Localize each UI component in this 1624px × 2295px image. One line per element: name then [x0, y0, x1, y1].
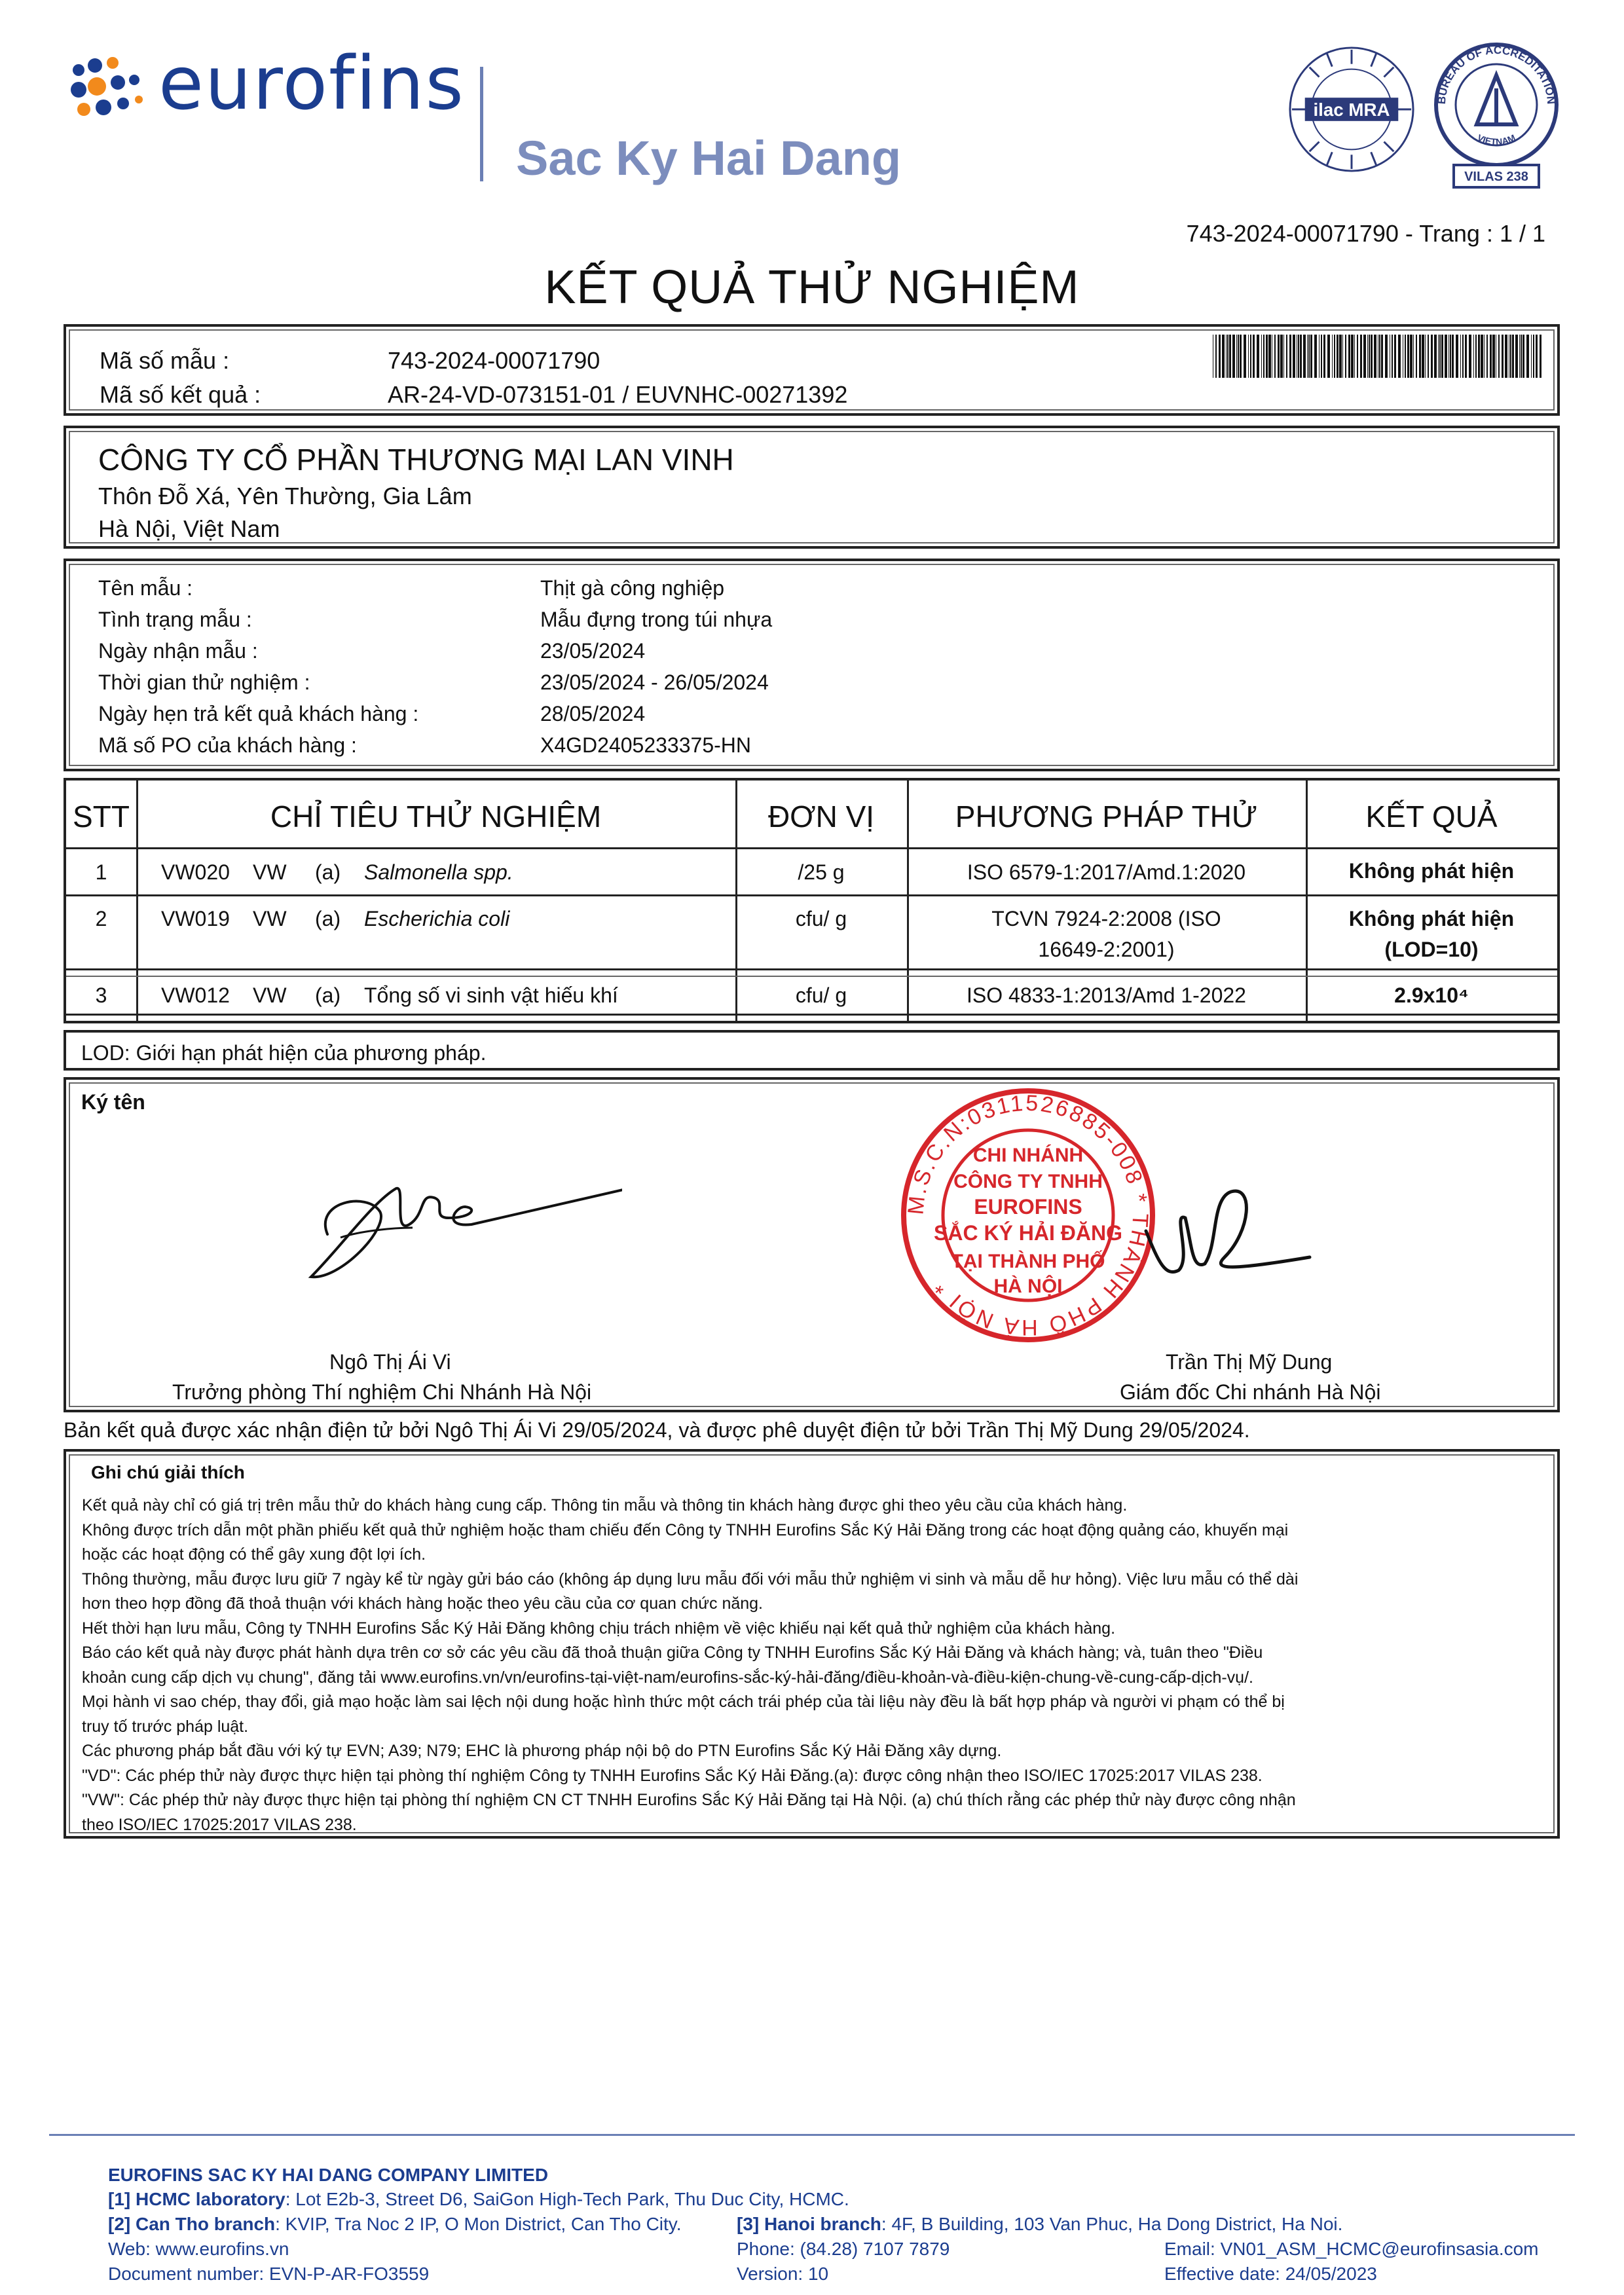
footer-cantho-label: [2] Can Tho branch [108, 2214, 276, 2234]
row3-name: Tổng số vi sinh vật hiếu khí [364, 983, 618, 1007]
row3-unit: cfu/ g [795, 983, 847, 1007]
note-line: Các phương pháp bắt đầu với ký tự EVN; A39; N79; EHC là phương pháp nội bộ do PTN Eurofins Sắc Ký Hải Đăng xây dựng. [82, 1742, 1002, 1760]
boa-country: VIETNAM [1475, 132, 1517, 147]
customer-name: CÔNG TY CỔ PHẦN THƯƠNG MẠI LAN VINH [98, 443, 734, 477]
note-line: truy tố trước pháp luật. [82, 1717, 249, 1736]
footer-hanoi [737, 2214, 1342, 2235]
header-test: CHỈ TIÊU THỬ NGHIỆM [270, 799, 602, 834]
sample-info-value: 28/05/2024 [540, 702, 646, 725]
footer-rule [49, 2134, 1575, 2136]
svg-text:VIETNAM [1475, 132, 1517, 147]
header-method: PHƯƠNG PHÁP THỬ [955, 799, 1258, 834]
signer-right-title: Giám đốc Chi nhánh Hà Nội [1120, 1380, 1381, 1404]
sample-info-value: 23/05/2024 - 26/05/2024 [540, 670, 769, 694]
signature-right [1139, 1172, 1323, 1303]
customer-address-line2: Hà Nội, Việt Nam [98, 515, 280, 542]
row1-unit: /25 g [798, 860, 845, 884]
stamp-line4: SẮC KÝ HẢI ĐĂNG [933, 1221, 1123, 1245]
results-table [64, 778, 1560, 1023]
footer-cantho-address: : KVIP, Tra Noc 2 IP, O Mon District, Can Tho City. [275, 2214, 682, 2234]
logo-divider [480, 67, 483, 181]
row2-lab: VW [253, 907, 287, 930]
ilac-mra-logo [1287, 45, 1416, 174]
eurofins-logo-icon [65, 54, 151, 126]
footer-effective-date: Effective date: 24/05/2023 [1164, 2264, 1377, 2284]
stamp-ring-text: M.S.C.N:0311526885-008 * THÀNH PHỐ HÀ NỘI * [903, 1090, 1153, 1340]
sample-info-label: Ngày hẹn trả kết quả khách hàng : [98, 702, 419, 725]
row2-code: VW019 [161, 907, 230, 930]
row2-result-lod: (LOD=10) [1384, 938, 1479, 961]
stamp-line2: CÔNG TY TNHH [953, 1171, 1103, 1192]
bureau-accreditation-logo [1431, 39, 1562, 190]
row1-lab: VW [253, 860, 287, 884]
header-unit: ĐƠN VỊ [767, 799, 875, 834]
row1-note: (a) [315, 860, 341, 884]
customer-address-line1: Thôn Đỗ Xá, Yên Thường, Gia Lâm [98, 483, 472, 509]
row1-code: VW020 [161, 860, 230, 884]
page-title: KẾT QUẢ THỬ NGHIỆM [544, 261, 1080, 314]
note-line: Thông thường, mẫu được lưu giữ 7 ngày kể từ ngày gửi báo cáo (không áp dụng lưu mẫu đối với mẫu thử nghiệm vi sinh và mẫu dễ hư hỏng). Việc lưu mẫu có thể dài [82, 1570, 1299, 1588]
note-line: Không được trích dẫn một phần phiếu kết quả thử nghiệm hoặc tham chiếu đến Công ty TNHH Eurofins Sắc Ký Hải Đăng trong các hoạt động quảng cáo, khuyến mại [82, 1520, 1289, 1539]
header-result: KẾT QUẢ [1365, 799, 1498, 834]
stamp-line6: HÀ NỘI [993, 1276, 1063, 1297]
row2-method-line2: 16649-2:2001) [1038, 938, 1175, 961]
company-stamp [897, 1084, 1159, 1346]
note-line: Hết thời hạn lưu mẫu, Công ty TNHH Eurofins Sắc Ký Hải Đăng không chịu trách nhiệm về việc khiếu nại kết quả thử nghiệm của khách hàng. [82, 1619, 1116, 1638]
vilas-text: VILAS 238 [1464, 170, 1528, 184]
footer-document-number: Document number: EVN-P-AR-FO3559 [108, 2264, 430, 2284]
note-line: theo ISO/IEC 17025:2017 VILAS 238. [82, 1815, 357, 1834]
approval-statement: Bản kết quả được xác nhận điện tử bởi Ngô Thị Ái Vi 29/05/2024, và được phê duyệt điện tử bởi Trần Thị Mỹ Dung 29/05/2024. [64, 1418, 1250, 1442]
signature-box [64, 1077, 1560, 1412]
notes-heading: Ghi chú giải thích [91, 1462, 245, 1482]
signer-left-name: Ngô Thị Ái Vi [329, 1350, 451, 1374]
ilac-text: ilac MRA [1313, 99, 1390, 120]
row3-stt: 3 [95, 983, 107, 1007]
signer-right-name: Trần Thị Mỹ Dung [1166, 1350, 1333, 1374]
footer-hcmc [108, 2189, 849, 2210]
note-line: "VD": Các phép thử này được thực hiện tại phòng thí nghiệm Công ty TNHH Eurofins Sắc Ký Hải Đăng.(a): được công nhận theo ISO/IEC 17025:2017 VILAS 238. [82, 1766, 1263, 1785]
note-line: "VW": Các phép thử này được thực hiện tại phòng thí nghiệm CN CT TNHH Eurofins Sắc Ký Hải Đăng tại Hà Nội. (a) chú thích rằng các phép thử này được công nhận [82, 1791, 1296, 1809]
note-line: Mọi hành vi sao chép, thay đổi, giả mạo hoặc làm sai lệch nội dung hoặc hình thức một cách trái phép của tài liệu này đều là bất hợp pháp và người vi phạm có thể bị [82, 1693, 1285, 1711]
row1-stt: 1 [95, 860, 107, 884]
signature-left [301, 1162, 622, 1287]
footer-hanoi-label: [3] Hanoi branch [737, 2214, 881, 2234]
row2-note: (a) [315, 907, 341, 930]
sample-info-value: X4GD2405233375-HN [540, 733, 751, 757]
row2-name: Escherichia coli [364, 907, 510, 930]
row3-note: (a) [315, 983, 341, 1007]
sample-id-label: Mã số mẫu : [100, 347, 230, 374]
row1-name: Salmonella spp. [364, 860, 513, 884]
footer-phone: Phone: (84.28) 7107 7879 [737, 2239, 950, 2259]
row3-code: VW012 [161, 983, 230, 1007]
result-id-label: Mã số kết quả : [100, 381, 261, 408]
stamp-line1: CHI NHÁNH [972, 1145, 1084, 1166]
row2-result: Không phát hiện [1348, 907, 1515, 930]
footer-hcmc-address: : Lot E2b-3, Street D6, SaiGon High-Tech Park, Thu Duc City, HCMC. [285, 2189, 849, 2209]
row3-lab: VW [253, 983, 287, 1007]
stamp-line5: TẠI THÀNH PHỐ [951, 1251, 1105, 1272]
note-line: khoản cung cấp dịch vụ chung", đăng tải www.eurofins.vn/vn/eurofins-tại-việt-nam/eurofins-sắc-ký-hải-đăng/điều-khoản-và-điều-kiện-chung-về-cung-cấp-dịch-vụ/. [82, 1668, 1253, 1687]
lod-note: LOD: Giới hạn phát hiện của phương pháp. [81, 1041, 487, 1065]
footer-version: Version: 10 [737, 2264, 829, 2284]
footer-hcmc-label: [1] HCMC laboratory [108, 2189, 286, 2209]
sample-info-label: Ngày nhận mẫu : [98, 639, 258, 663]
sample-info-value: 23/05/2024 [540, 639, 646, 663]
footer-email[interactable]: Email: VN01_ASM_HCMC@eurofinsasia.com [1164, 2239, 1539, 2259]
sample-id-value: 743-2024-00071790 [388, 347, 600, 374]
note-line: Báo cáo kết quả này được phát hành dựa trên cơ sở các yêu cầu đã thoả thuận giữa Công ty TNHH Eurofins Sắc Ký Hải Đăng và khách hàng; và, tuân theo "Điều [82, 1643, 1263, 1662]
note-line: hoặc các hoạt động có thể gây xung đột lợi ích. [82, 1545, 426, 1564]
sample-info-value: Mẫu đựng trong túi nhựa [540, 608, 773, 631]
row2-stt: 2 [95, 907, 107, 930]
row3-method: ISO 4833-1:2013/Amd 1-2022 [967, 983, 1246, 1007]
row2-method: TCVN 7924-2:2008 (ISO [991, 907, 1221, 930]
footer-company: EUROFINS SAC KY HAI DANG COMPANY LIMITED [108, 2165, 549, 2185]
row1-method: ISO 6579-1:2017/Amd.1:2020 [967, 860, 1246, 884]
sample-info-label: Tình trạng mẫu : [98, 608, 252, 631]
footer-cantho [108, 2214, 682, 2235]
footer-web[interactable]: Web: www.eurofins.vn [108, 2239, 289, 2259]
sample-info-label: Tên mẫu : [98, 576, 193, 600]
row1-result: Không phát hiện [1348, 859, 1515, 883]
sample-info-label: Thời gian thử nghiệm : [98, 670, 310, 694]
note-line: Kết quả này chỉ có giá trị trên mẫu thử do khách hàng cung cấp. Thông tin mẫu và thông tin khách hàng được ghi theo yêu cầu của khách hàng. [82, 1496, 1128, 1515]
header-stt: STT [73, 799, 130, 834]
sample-info-value: Thịt gà công nghiệp [540, 576, 725, 600]
boa-text: BUREAU OF ACCREDITATION [1435, 43, 1558, 105]
page-reference: 743-2024-00071790 - Trang : 1 / 1 [1186, 220, 1545, 247]
row3-result: 2.9x10⁴ [1394, 983, 1469, 1007]
stamp-line3: EUROFINS [974, 1195, 1082, 1219]
result-id-value: AR-24-VD-073151-01 / EUVNHC-00271392 [388, 381, 848, 408]
signature-heading: Ký tên [81, 1090, 145, 1114]
logo-subtitle: Sac Ky Hai Dang [516, 131, 902, 185]
barcode [1213, 335, 1541, 378]
footer-hanoi-address: : 4F, B Building, 103 Van Phuc, Ha Dong District, Ha Noi. [881, 2214, 1343, 2234]
note-line: hơn theo hợp đồng đã thoả thuận với khách hàng hoặc theo yêu cầu của cơ quan chức năng. [82, 1594, 764, 1613]
signer-left-title: Trưởng phòng Thí nghiệm Chi Nhánh Hà Nội [172, 1380, 592, 1404]
row2-unit: cfu/ g [795, 907, 847, 930]
sample-info-label: Mã số PO của khách hàng : [98, 733, 357, 757]
logo-wordmark: eurofins [158, 41, 465, 126]
